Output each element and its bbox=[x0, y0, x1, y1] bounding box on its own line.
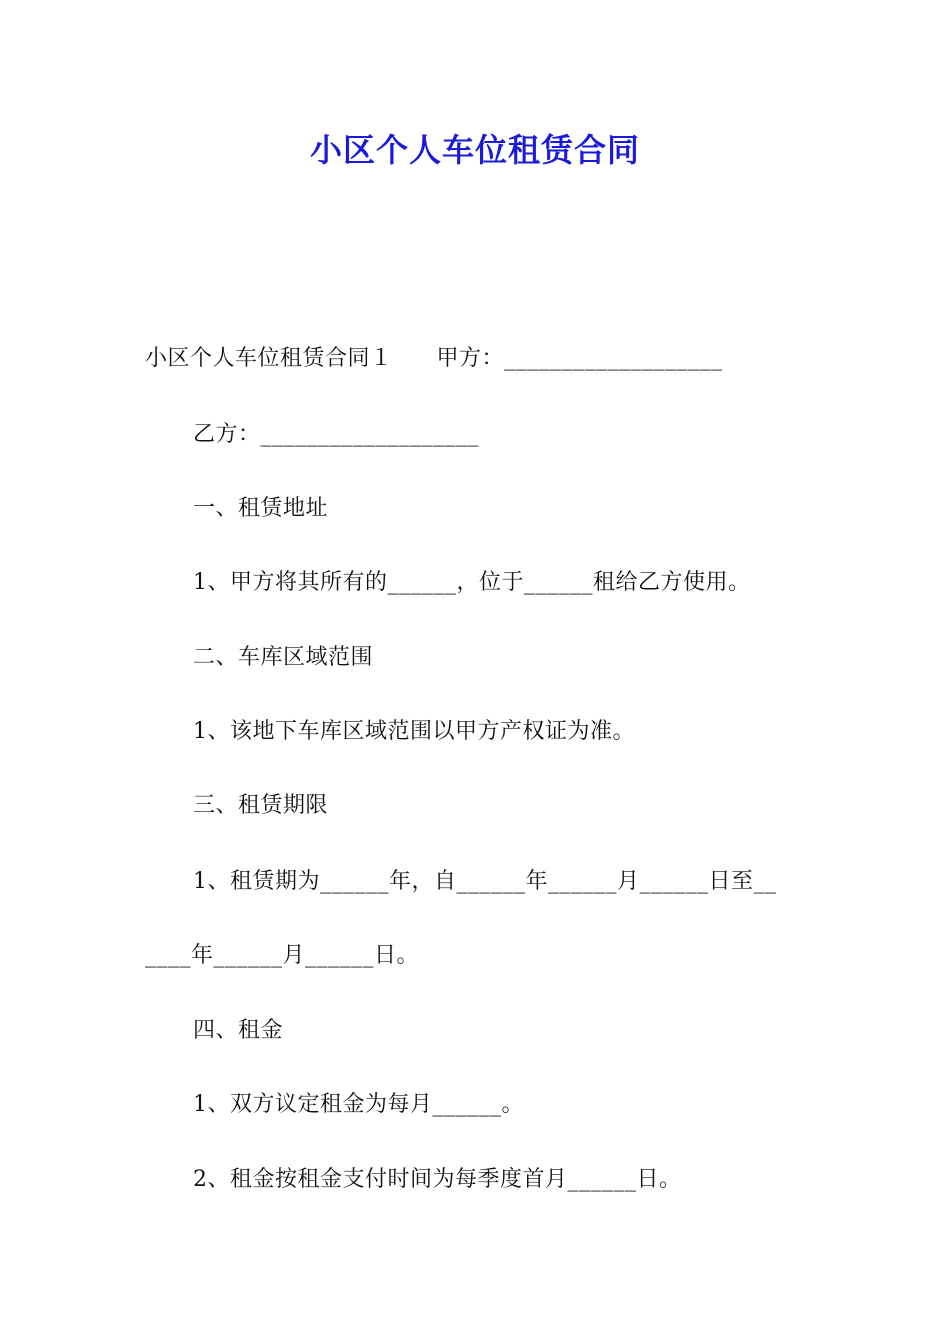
contract-subtitle: 小区个人车位租赁合同１ bbox=[145, 346, 393, 371]
clause-1-1: 1、甲方将其所有的______，位于______租给乙方使用。 bbox=[193, 570, 751, 595]
section-heading-3: 三、租赁期限 bbox=[193, 793, 329, 818]
contract-heading-line bbox=[145, 344, 723, 374]
section-heading-1: 一、租赁地址 bbox=[193, 496, 329, 521]
party-b-field: 乙方：___________________ bbox=[193, 422, 480, 447]
party-a-field: 甲方：___________________ bbox=[436, 346, 723, 371]
clause-4-1: 1、双方议定租金为每月______。 bbox=[193, 1092, 524, 1117]
section-heading-4: 四、租金 bbox=[193, 1018, 284, 1043]
clause-4-2: 2、租金按租金支付时间为每季度首月______日。 bbox=[193, 1167, 682, 1192]
clause-3-1-continued: ____年______月______日。 bbox=[145, 943, 420, 968]
section-heading-2: 二、车库区域范围 bbox=[193, 645, 374, 670]
document-title: 小区个人车位租赁合同 bbox=[309, 131, 640, 169]
clause-3-1: 1、租赁期为______年，自______年______月______日至__ bbox=[193, 869, 777, 894]
clause-2-1: 1、该地下车库区域范围以甲方产权证为准。 bbox=[193, 719, 635, 744]
